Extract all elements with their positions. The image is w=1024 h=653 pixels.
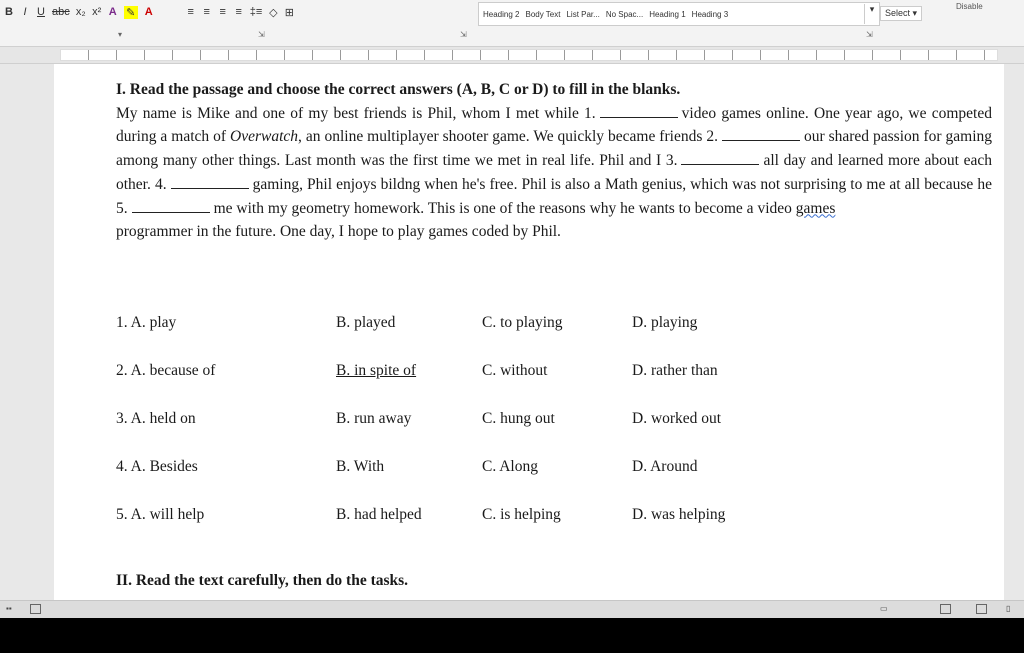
style-heading-2[interactable]: Heading 2 [483,9,520,19]
style-list-paragraph[interactable]: List Par... [566,9,600,19]
option-d: D. Around [632,458,698,475]
option-c: C. without [482,362,548,379]
option-c: C. to playing [482,314,563,331]
borders-button[interactable]: ⊞ [284,7,294,19]
exercise-1-heading: I. Read the passage and choose the correct answers (A, B, C or D) to fill in the blanks. [116,81,681,98]
option-b: B. played [336,314,396,331]
style-heading-1[interactable]: Heading 1 [649,9,686,19]
option-a: 3. A. held on [116,410,196,427]
read-mode-icon[interactable] [940,604,951,614]
passage-text[interactable] [116,78,992,244]
style-heading-3[interactable]: Heading 3 [691,9,729,19]
option-a: 4. A. Besides [116,458,198,475]
option-b: B. in spite of [336,362,417,379]
passage-part-7: me with my geometry homework. This is one of the reasons why he wants to become a video [213,199,792,217]
text-effects-button[interactable]: A [108,6,117,18]
shading-button[interactable]: ◇ [269,7,278,19]
passage-part-1: My name is Mike and one of my best friends is Phil, whom I met while 1. [116,104,596,122]
option-b: B. had helped [336,506,422,523]
option-d: D. playing [632,314,698,331]
paragraph-launcher-icon[interactable]: ⇲ [460,30,467,39]
focus-mode-icon[interactable]: ▭ [880,604,888,613]
select-label: Select [885,8,911,18]
blank-1 [600,105,678,118]
passage-part-4: our shared passion for gaming among many other things. Last month was the first time we met in real life. Phil and I 3. [116,128,993,170]
italic-button[interactable]: I [23,6,27,18]
page-indicator-icon[interactable]: ▪▪ [6,604,12,613]
style-no-spacing[interactable]: No Spac... [605,9,644,19]
question-row [116,410,992,432]
styles-launcher-icon[interactable]: ⇲ [866,30,873,39]
passage-part-5: all day and learned more about each other. 4. [116,152,993,193]
option-d: D. was helping [632,506,726,523]
option-d: D. rather than [632,362,718,379]
question-row [116,314,992,336]
blank-2 [722,128,800,141]
option-d: D. worked out [632,410,722,427]
font-launcher-icon[interactable]: ⇲ [258,30,265,39]
align-left-button[interactable]: ≡ [187,6,194,18]
ribbon-toolbar [0,0,1024,47]
blank-5 [132,200,210,213]
underline-button[interactable]: U [37,6,45,18]
align-center-button[interactable]: ≡ [203,6,210,18]
option-a: 5. A. will help [116,506,205,523]
blank-3 [681,152,759,165]
passage-part-8: programmer in the future. One day, I hope to play games coded by Phil. [116,223,561,241]
font-color-button[interactable]: A [144,6,153,18]
passage-part-6: gaming, Phil enjoys bildng when he's free. Phil is also a Math genius, which was not surprising to me at all because he 5. [116,175,992,217]
option-c: C. hung out [482,410,555,427]
justify-button[interactable]: ≡ [235,6,242,18]
ruler-scale [60,49,998,61]
question-row [116,362,992,384]
option-b: B. With [336,458,385,475]
option-b: B. run away [336,410,412,427]
style-body-text[interactable]: Body Text [525,9,561,19]
styles-more-icon[interactable]: ▾ [864,4,879,24]
question-row [116,458,992,480]
strikethrough-button[interactable]: abc [52,6,70,18]
select-button[interactable]: Select ▾ [880,6,922,21]
disable-button[interactable]: Disable [956,2,983,11]
passage-part-2: video games online. One year ago, we competed during a match of [116,104,992,146]
document-page[interactable] [54,64,1004,600]
line-spacing-button[interactable]: ‡≡ [249,6,263,18]
option-c: C. is helping [482,506,561,523]
subscript-button[interactable]: x₂ [75,6,86,18]
game-title: Overwatch [230,128,299,146]
bold-button[interactable]: B [5,6,13,18]
spellcheck-word[interactable]: games [795,199,836,217]
exercise-2-heading: II. Read the text carefully, then do the tasks. [116,572,409,589]
blank-4 [171,176,249,189]
print-layout-icon[interactable] [976,604,987,614]
passage-part-3: , an online multiplayer shooter game. We quickly became friends 2. [298,128,718,146]
font-tools [4,6,294,19]
option-c: C. Along [482,458,538,475]
screen-border [0,618,1024,653]
question-row [116,506,992,528]
option-a: 1. A. play [116,314,177,331]
highlight-button[interactable]: ✎ [124,6,138,19]
horizontal-ruler[interactable] [0,47,1024,64]
status-bar [0,600,1024,618]
superscript-button[interactable]: x² [92,6,102,18]
option-a: 2. A. because of [116,362,216,379]
styles-gallery[interactable] [478,2,880,26]
proofing-icon[interactable] [30,604,41,614]
web-layout-icon[interactable]: ▯ [1006,604,1011,613]
font-group-marker: ▾ [118,30,123,39]
align-right-button[interactable]: ≡ [219,6,226,18]
